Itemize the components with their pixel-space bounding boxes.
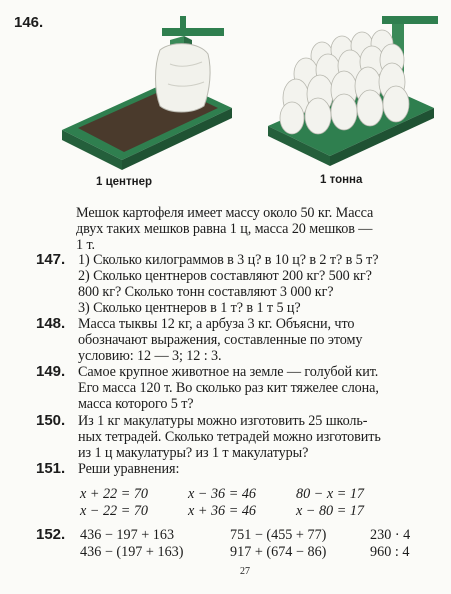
problem-147-line-4: 3) Сколько центнеров в 1 т? в 1 т 5 ц? xyxy=(78,300,301,316)
problem-151-title: Реши уравнения: xyxy=(78,461,180,477)
problem-150-line-3: из 1 ц макулатуры? из 1 т макулатуры? xyxy=(78,445,309,461)
problem-149-number: 149. xyxy=(36,363,66,380)
problem-148-line-1: Масса тыквы 12 кг, а арбуза 3 кг. Объясни, что xyxy=(78,316,355,332)
problem-147-line-2: 2) Сколько центнеров составляют 200 кг? 500 кг? xyxy=(78,268,372,284)
expression-2-2: 917 + (674 − 86) xyxy=(230,544,327,560)
equation-1-2: x − 36 = 46 xyxy=(188,486,257,502)
problem-150-line-2: ных тетрадей. Сколько тетрадей можно изготовить xyxy=(78,429,381,445)
problem-149-line-3: масса которого 5 т? xyxy=(78,396,194,412)
problem-147-number: 147. xyxy=(36,251,66,268)
expression-1-1: 436 − 197 + 163 xyxy=(80,527,175,543)
equation-2-3: x − 80 = 17 xyxy=(296,503,365,519)
equation-2-2: x + 36 = 46 xyxy=(188,503,257,519)
problem-146-text-line-3: 1 т. xyxy=(76,237,95,253)
scale-one-tonne-illustration xyxy=(262,8,442,183)
expression-2-1: 436 − (197 + 163) xyxy=(80,544,184,560)
scale-one-centner-illustration xyxy=(52,10,242,180)
problem-152-number: 152. xyxy=(36,526,66,543)
problem-146-text-line-1: Мешок картофеля имеет массу около 50 кг. Масса xyxy=(76,205,374,221)
expression-2-3: 960 : 4 xyxy=(370,544,410,560)
equation-1-3: 80 − x = 17 xyxy=(296,486,365,502)
problem-148-number: 148. xyxy=(36,315,66,332)
problem-150-line-1: Из 1 кг макулатуры можно изготовить 25 школь- xyxy=(78,413,368,429)
problem-147-line-1: 1) Сколько килограммов в 3 ц? в 10 ц? в 2 т? в 5 т? xyxy=(78,252,379,268)
problem-148-line-3: условию: 12 — 3; 12 : 3. xyxy=(78,348,222,364)
expression-1-2: 751 − (455 + 77) xyxy=(230,527,327,543)
problem-149-line-2: Его масса 120 т. Во сколько раз кит тяжелее слона, xyxy=(78,380,379,396)
problem-150-number: 150. xyxy=(36,412,66,429)
problem-146-text-line-2: двух таких мешков равна 1 ц, масса 20 мешков — xyxy=(76,221,373,237)
expression-1-3: 230 · 4 xyxy=(370,527,411,543)
problem-146-number: 146. xyxy=(14,14,44,31)
problem-147-line-3: 800 кг? Сколько тонн составляют 3 000 кг? xyxy=(78,284,334,300)
page-number: 27 xyxy=(240,566,250,577)
problem-149-line-1: Самое крупное животное на земле — голубой кит. xyxy=(78,364,379,380)
problem-151-number: 151. xyxy=(36,460,66,477)
caption-one-tonne: 1 тонна xyxy=(320,174,363,186)
problem-148-line-2: обозначают выражения, составленные по этому xyxy=(78,332,363,348)
equation-1-1: x + 22 = 70 xyxy=(80,486,149,502)
caption-one-centner: 1 центнер xyxy=(96,176,153,188)
equation-2-1: x − 22 = 70 xyxy=(80,503,149,519)
